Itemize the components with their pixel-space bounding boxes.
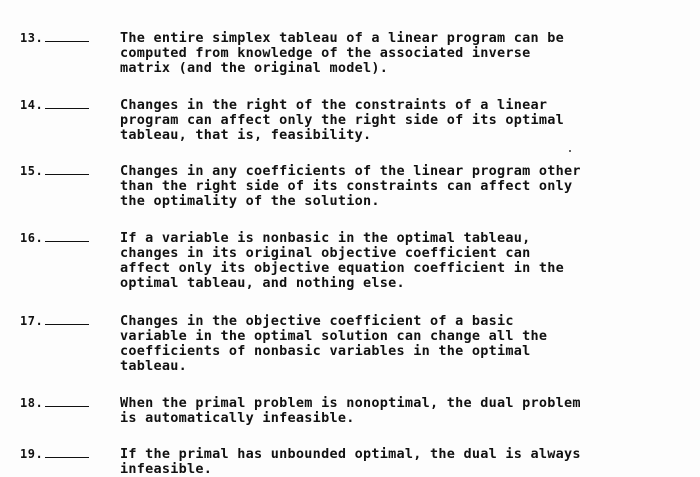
question-text: When the primal problem is nonoptimal, the dual problem is automatically infeasible. bbox=[120, 395, 581, 426]
question-text: If the primal has unbounded optimal, the dual is always infeasible. bbox=[120, 446, 581, 477]
question-number: 14. bbox=[20, 98, 89, 113]
question-text: If a variable is nonbasic in the optimal tableau, changes in its original objective coefficient can affect only its objective equation coefficient in the optimal tableau, and nothing else. bbox=[120, 230, 565, 291]
question-number: 19. bbox=[20, 447, 89, 462]
question-text: Changes in any coefficients of the linear program other than the right side of its constraints can affect only the optimality of the solution. bbox=[120, 163, 581, 209]
question-number: 15. bbox=[20, 164, 89, 179]
answer-blank[interactable] bbox=[45, 231, 89, 242]
answer-blank[interactable] bbox=[45, 31, 89, 42]
question-number: 13. bbox=[20, 31, 89, 46]
question-number: 18. bbox=[20, 396, 89, 411]
question-number: 17. bbox=[20, 314, 89, 329]
stray-dot bbox=[569, 150, 571, 152]
question-text: Changes in the objective coefficient of a basic variable in the optimal solution can change all the coefficients of nonbasic variables in the optimal tableau. bbox=[120, 313, 548, 374]
question-text: Changes in the right of the constraints of a linear program can affect only the right side of its optimal tableau, that is, feasibility. bbox=[120, 97, 565, 143]
answer-blank[interactable] bbox=[45, 447, 89, 458]
question-text: The entire simplex tableau of a linear program can be computed from knowledge of the associated inverse matrix (and the original model). bbox=[120, 30, 565, 76]
question-number: 16. bbox=[20, 231, 89, 246]
answer-blank[interactable] bbox=[45, 314, 89, 325]
answer-blank[interactable] bbox=[45, 396, 89, 407]
answer-blank[interactable] bbox=[45, 164, 89, 175]
answer-blank[interactable] bbox=[45, 98, 89, 109]
